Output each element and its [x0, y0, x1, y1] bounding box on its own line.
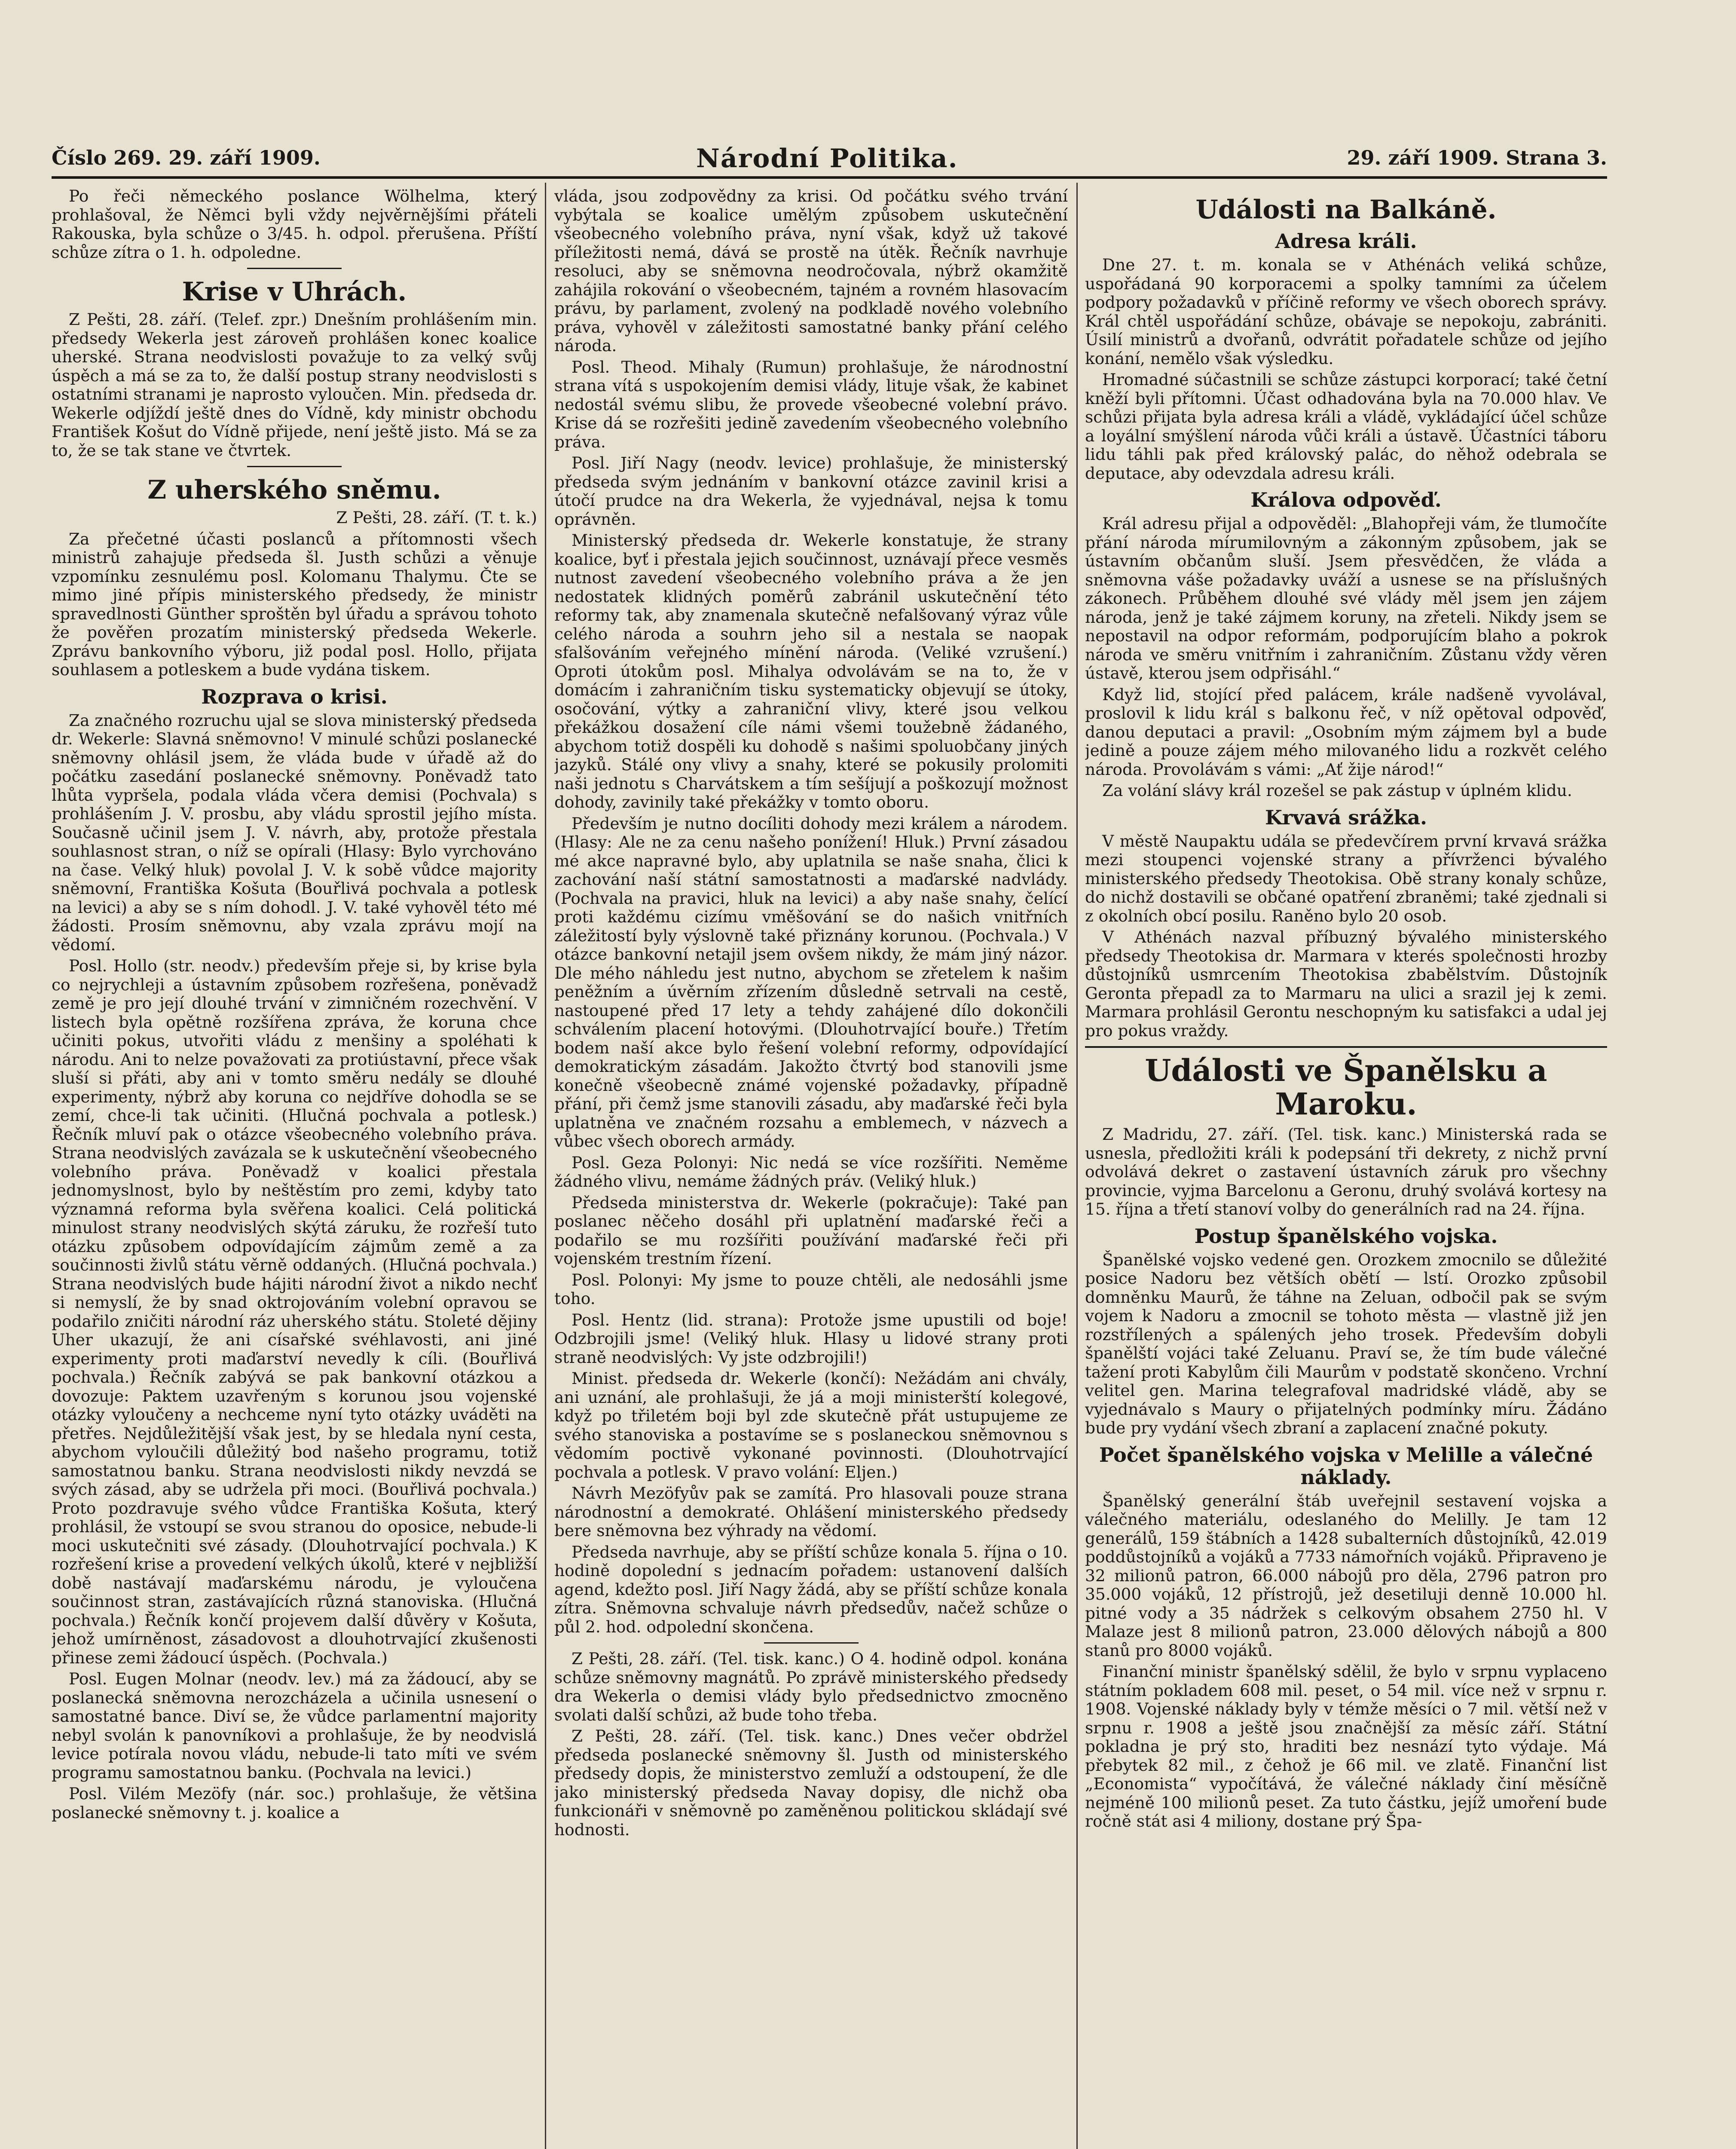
article-paragraph: Posl. Eugen Molnar (neodv. lev.) má za žádoucí, aby se poslanecká sněmovna nerozcházela a učinila usnesení o samostatné bance. Diví se, že vůdce parlamentní majority nebyl svolán k panovníkovi a prohlašuje, že by neodvislá levice potírala novou vládu, nebude-li tato míti ve svém programu samostatnou banku. (Pochvala na levici.) — [52, 1669, 537, 1782]
article-paragraph: Král adresu přijal a odpověděl: „Blahopřeji vám, že tlumočíte přání národa mírumilovným a zákonným způsobem, jak se ústavním občanům sluší. Jsem přesvědčen, že vláda a sněmovna váše požadavky uváží a usnese se na příslušných zákonech. Průběhem dlouhé své vlády měl jsem jen zájem národa, jenž je také zájmem koruny, na zřeteli. Nikdy jsem se nepostavil na odpor reformám, podporujícím blaho a pokrok národa ve směru vnitřním i zahraničním. Zůstanu vždy věren ústavě, kterou jsem odpřisáhl.“ — [1085, 514, 1607, 683]
column-3 — [1085, 187, 1607, 2149]
article-paragraph: Posl. Hollo (str. neodv.) především přeje si, by krise byla co nejrychleji a ústavním způsobem rozřešena, poněvadž země je pro její dlouhé trvání v zimničném rozechvění. V listech byla opětně rozšířena zpráva, že koruna chce učiniti pokus, utvořiti vládu z menšiny a spoléhati k národu. Ani to nelze považovati za protiústavní, přece však sluší si přáti, aby ani v tomto směru nedály se dlouhé experimenty, nýbrž aby koruna co nejdříve dohodla se se zemí, chce-li tak učiniti. (Hlučná pochvala a potlesk.) Řečník mluví pak o otázce všeobecného volebního práva. Strana neodvislých zavázala se k uskutečnění všeobecného volebního práva. Poněvadž v koalici přestala jednomyslnost, bylo by neštěstím pro zemi, kdyby tato významná reforma byla svěřena koalici. Celá politická minulost strany neodvislých skýtá záruku, že rozřeší tuto otázku způsobem odpovídajícím zájmům země a za součinnosti živlů státu věrně oddaných. (Hlučná pochvala.) Strana neodvislých bude hájiti národní život a nikdo nechť si nemyslí, že by snad oktrojováním volební opravou se podařilo zničiti národní ráz uherského státu. Stoleté dějiny Uher ukazují, že ani císařské svéhlavosti, ani jiné experimenty proti maďarství nevedly k cíli. (Bouřlivá pochvala.) Řečník zabývá se pak bankovní otázkou a dovozuje: Paktem uzavřeným s korunou jsou vojenské otázky vyloučeny a nechceme nyní tyto otázky uváděti na přetřes. Nejdůležitější však jest, by se hledala nyní cesta, abychom vyloučili důležitý bod našeho programu, totiž samostatnou banku. Strana neodvislosti nikdy nevzdá se svých zásad, aby se udržela při moci. (Bouřlivá pochvala.) Proto pozdravuje svého vůdce Františka Košuta, který prohlásil, že vstoupí se svou stranou do oposice, nebude-li moci uskutečniti své zásady. (Dlouhotrvající pochvala.) K rozřešení krise a provedení velkých úkolů, které v nejbližší době nastávají maďarskému národu, je vyloučena součinnost stran, zastávajících různá stanoviska. (Hlučná pochvala.) Řečník končí projevem další důvěry v Košuta, jehož umírněnost, zásadovost a dlouhotrvající zkušenosti přinese zemi žádoucí úspěch. (Pochvala.) — [52, 956, 537, 1667]
date-page: 29. září 1909. Strana 3. — [1347, 146, 1607, 169]
article-paragraph: Španělský generální štáb uveřejnil sestavení vojska a válečného materiálu, odeslaného do Melilly. Je tam 12 generálů, 159 štábních a 1428 subalterních důstojníků, 42.019 poddůstojníků a vojáků a 7733 námořních vojáků. Připraveno je 32 milionů patron, 66.000 nábojů pro děla, 2796 patron pro 35.000 vojáků, 12 přístrojů, jež desetiluji denně 10.000 hl. pitné vody a 35 nádržek s celkovým obsahem 2750 hl. V Malaze jest 8 milionů patron, 23.000 dělových nábojů a 800 stanů pro 8000 vojáků. — [1085, 1491, 1607, 1660]
issue-number: Číslo 269. 29. září 1909. — [52, 146, 321, 169]
article-title: Události na Balkáně. — [1195, 195, 1497, 225]
header-rule — [52, 176, 1607, 179]
column-1 — [52, 187, 537, 2149]
column-divider — [545, 183, 546, 2149]
article-paragraph: Hromadné súčastnili se schůze zástupci korporací; také četní kněží byli přítomni. Účast odhadována byla na 70.000 hlav. Ve schůzi přijata byla adresa králi a vládě, vykládající účel schůze a loyální smýšlení národa vůči králi a ústavě. Účastníci táboru lidu táhli pak před královský palác, do něhož odebrala se deputace, aby odevzdala adresu králi. — [1085, 370, 1607, 483]
section-rule — [1085, 1046, 1607, 1048]
article-paragraph: Posl. Vilém Mezöfy (nár. soc.) prohlašuje, že většina poslanecké sněmovny t. j. koalice a — [52, 1784, 537, 1822]
article-title: Krise v Uhrách. — [182, 277, 407, 307]
article-paragraph: Z Madridu, 27. září. (Tel. tisk. kanc.) Ministerská rada se usnesla, předložiti králi k podepsání tři dekrety, z nichž první odvolává dekret o zastavení ústavních záruk pro všechny provincie, vyjma Barcelonu a Geronu, druhý svolává kortesy na 15. října a třetí stanoví volby do generálních rad na 24. října. — [1085, 1125, 1607, 1218]
column-2 — [554, 187, 1068, 2149]
article-paragraph: Posl. Polonyi: My jsme to pouze chtěli, ale nedosáhli jsme toho. — [554, 1270, 1068, 1308]
article-paragraph: Španělské vojsko vedené gen. Orozkem zmocnilo se důležité posice Nadoru bez větších obětí — lstí. Orozko způsobil domněnku Maurů, že táhne na Zeluan, odbočil pak se svým vojem k Nadoru a zmocnil se tohoto města — vlastně již jen rozstřílených a spálených jeho trosek. Především dobyli španělští vojáci také Zeluanu. Praví se, že tím bude válečné tažení proti Kabylům čili Maurům v podstatě skončeno. Vrchní velitel gen. Marina telegrafoval madridské vládě, aby se vyjednávalo s Maury o přijatelných podmínky míru. Žádáno bude pry vydání všech zbraní a zaplacení značné pokuty. — [1085, 1250, 1607, 1437]
article-paragraph: Dne 27. t. m. konala se v Athénách veliká schůze, uspořádaná 90 korporacemi a spolky tamními za účelem podpory požadavků v příčině reformy ve všech oborech správy. Král chtěl uspořádání schůze, obávaje se nepokoju, zabrániti. Úsilí ministrů a dvořanů, odvrátit pořadatele schůze od jejího konání, nemělo však výsledku. — [1085, 255, 1607, 368]
article-paragraph: Z Pešti, 28. září. (Tel. tisk. kanc.) Dnes večer obdržel předseda poslanecké sněmovny šl. Justh od ministerského předsedy dopis, že ministerstvo zemluží a odstoupení, že dle jako ministerský předseda Navay dopisy, dle nichž oba funkcionáři v sněmovně po zaměněnou politickou skládají své hodnosti. — [554, 1727, 1068, 1839]
article-paragraph: V Athénách nazval příbuzný bývalého ministerského předsedy Theotokisa dr. Marmara v kterés společnosti hrozby důstojníků usmrcením Theotokisa zbabělstvím. Důstojník Geronta přepadl za to Marmaru na ulici a srazil jej k zemi. Marmara prohlásil Gerontu neschopným ku satisfakci a udal jej pro pokus vraždy. — [1085, 928, 1607, 1040]
article-paragraph: Z Pešti, 28. září. (Telef. zpr.) Dnešním prohlášením min. předsedy Wekerla jest zároveň prohlášen konec koalice uherské. Strana neodvislosti považuje to za velký svůj úspěch a má se za to, že další postup strany neodvislosti s ostatními stranami je naprosto vyloučen. Min. předseda dr. Wekerle odjíždí ještě dnes do Vídně, kdy ministr obchodu František Košut do Vídně přijede, není ještě jisto. Má se za to, že se tak stane ve čtvrtek. — [52, 310, 537, 460]
article-paragraph: Když lid, stojící před palácem, krále nadšeně vyvolával, proslovil k lidu král s balkonu řeč, v níž opětoval odpověď, danou deputaci a pravil: „Osobním mým zájmem byl a bude jedině a pouze zájem mého milovaného lidu a rozkvět celého národa. Provolávám s vámi: „Ať žije národ!“ — [1085, 685, 1607, 779]
article-title: Z uherského sněmu. — [147, 475, 441, 505]
section-title: Králova odpověď. — [1250, 488, 1442, 511]
article-paragraph: Předseda navrhuje, aby se příští schůze konala 5. října o 10. hodině dopolední s jednacím pořadem: ustanovení dalších agend, kdežto posl. Jiří Nagy žádá, aby se příští schůze konala zítra. Sněmovna schvaluje návrh předsedův, načež schůze o půl 2. hod. odpolední skončena. — [554, 1542, 1068, 1636]
article-paragraph: Finanční ministr španělský sdělil, že bylo v srpnu vyplaceno státním pokladem 608 mil. peset, o 54 mil. více než v srpnu r. 1908. Vojenské náklady byly v témže měsíci o 7 mil. větší než v srpnu r. 1908 a ještě jsou značnější za měsíc září. Státní pokladna je prý sto, hraditi bez nesnází tyto výdaje. Má přebytek 82 mil., z čehož je 66 mil. ve zlatě. Finanční list „Economista“ vypočítává, že válečné náklady činí měsíčně nejméně 100 milionů peset. Za tuto částku, jejíž umoření bude ročně stát asi 4 miliony, dostane prý Špa- — [1085, 1662, 1607, 1831]
section-title: Adresa králi. — [1275, 230, 1417, 253]
article-paragraph: Za přečetné účasti poslanců a přítomnosti všech ministrů zahajuje předseda šl. Justh schůzi a věnuje vzpomínku zesnulému posl. Kolomanu Thalymu. Čte se mimo jiné přípis ministerského předsedy, že ministr spravedlnosti Günther sproštěn byl úřadu a správou tohoto že pověřen prozatím ministerský předseda Wekerle. Zprávu bankovního výboru, již podal posl. Hollo, přijata souhlasem a potleskem a bude vydána tiskem. — [52, 529, 537, 679]
separator — [764, 1642, 859, 1644]
masthead: Národní Politika. — [696, 144, 958, 174]
article-paragraph: Za volání slávy král rozešel se pak zástup v úplném klidu. — [1102, 781, 1572, 800]
article-paragraph: Posl. Hentz (lid. strana): Protože jsme upustili od boje! Odzbrojili jsme! (Veliký hluk. Hlasy u lidové strany proti straně neodvislých: Vy jste odzbrojili!) — [554, 1310, 1068, 1367]
separator — [247, 268, 342, 269]
article-paragraph: Posl. Geza Polonyi: Nic nedá se více rozšířiti. Neměme žádného vlivu, nemáme žádných práv. (Veliký hluk.) — [554, 1153, 1068, 1191]
article-paragraph: Návrh Mezöfyův pak se zamítá. Pro hlasovali pouze strana národnostní a demokraté. Ohlášení ministerského předsedy bere sněmovna bez výhrady na vědomí. — [554, 1484, 1068, 1540]
separator — [247, 466, 342, 467]
dateline: Z Pešti, 28. září. (T. t. k.) — [336, 508, 537, 527]
article-paragraph: vláda, jsou zodpovědny za krisi. Od počátku svého trvání vybýtala se koalice umělým způsobem uskutečnění všeobecného volebního práva, nyní však, když už takové příležitosti nemá, dává se prostě na útěk. Řečník navrhuje resoluci, aby se sněmovna neodročovala, nýbrž okamžitě zahájila rokování o všeobecném, tajném a rovném hlasovacím právu, by parlament, zvolený na podkladě nového volebního práva, vyhověl v záležitosti samostatné banky přání celého národa. — [554, 187, 1068, 355]
section-title: Rozprava o krisi. — [201, 685, 388, 708]
article-paragraph: Především je nutno docíliti dohody mezi králem a národem. (Hlasy: Ale ne za cenu našeho ponížení! Hluk.) První zásadou mé akce napravné bylo, aby uplatnila se naše snaha, člici k zachování naší státní samostatnosti a maďarské nadvlády. (Pochvala na pravici, hluk na levici) a aby naše snahy, čelící proti každému cizímu vměšování se do našich vnitřních záležitostí byly výslovně také přiznány korunou. (Pochvala.) V otázce bankovní netajil jsem ovšem nikdy, že mám jiný názor. Dle mého náhledu jest nutno, abychom se zřetelem k našim peněžním a úvěrním zřízením důsledně setrvali na cestě, nastoupené před 17 lety a tehdy zahájené dílo dokončili schválením placení hotovými. (Dlouhotrvající bouře.) Třetím bodem naší akce bylo řešení volební reformy, odpovídající demokratickým zásadám. Jakožto čtvrtý bod stanovili jsme konečně všeobecně známé vojenské požadavky, případně přání, při čemž jsme stanovili zásadu, aby maďarské řeči byla uplatněna ve značném rozsahu a emblemech, v názvech a vůbec všech oborech armády. — [554, 814, 1068, 1151]
article-paragraph: Předseda ministerstva dr. Wekerle (pokračuje): Také pan poslanec něčeho dosáhl při uplatnění maďarské řeči a podařilo se mu rozšířiti používání maďarské řeči při vojenském trestním řízení. — [554, 1193, 1068, 1268]
article-paragraph: Za značného rozruchu ujal se slova ministerský předseda dr. Wekerle: Slavná sněmovno! V minulé schůzi poslanecké sněmovny ohlásil jsem, že vláda bude v úřadě až do počátku zasedání poslanecké sněmovny. Poněvadž tato lhůta vypršela, podala vláda včera demisi (Pochvala) s prohlášením J. V. prosbu, aby vládu sprostil jejího místa. Současně učinil jsem J. V. návrh, aby, protože přestala souhlasnost stran, o níž se opírali (Hlasy: Bylo vyrchováno na čase. Velký hluk) povolal J. V. k sobě vůdce majority sněmovní, Františka Košuta (Bouřlivá pochvala a potlesk na levici) a aby se s ním dohodl. J. V. také vyhověl této mé žádosti. Prosím sněmovnu, aby vzala zprávu mojí na vědomí. — [52, 710, 537, 954]
article-paragraph: Minist. předseda dr. Wekerle (končí): Nežádám ani chvály, ani uznání, ale prohlašuji, že já a moji ministerští kolegové, když po třiletém boji byl zde skutečně přát ustupujeme ze svého stanoviska a postavíme se s poslaneckou sněmovnou s vědomím poctivě vykonané povinnosti. (Dlouhotrvající pochvala a potlesk. V pravo volání: Eljen.) — [554, 1369, 1068, 1482]
article-paragraph: Ministerský předseda dr. Wekerle konstatuje, že strany koalice, byť i přestala jejich součinnost, uznávají přece vesměs nutnost zavedení všeobecného volebního práva a že jen nedostatek klidných poměrů zabránil uskutečnění této reformy tak, aby znamenala skutečně nefalšovaný výraz vůle celého národa a souhrn jeho sil a nestala se naopak sfalšováním veřejného mínění národa. (Veliké vzrušení.) Oproti útokům posl. Mihalya odvolávám se na to, že v domácím i zahraničním tisku systematicky objevují se útoky, osočování, výtky a zahraniční vlivy, které jsou velkou překážkou dosažení cíle námi všemi toužebně žádaného, abychom totiž dospěli ku dohodě s našimi spoluobčany jiných jazyků. Stálé ony vlivy a snahy, které se pokusily prolomiti naši jednotu s Charvátskem a tím sešíjují a poškozují možnost dohody, zavinily také překážky v tomto oboru. — [554, 531, 1068, 811]
page-header — [52, 146, 1607, 185]
article-paragraph: Z Pešti, 28. září. (Tel. tisk. kanc.) O 4. hodině odpol. konána schůze sněmovny magnátů. Po zprávě ministerského předsedy dra Wekerla o demisi vlády bylo předsednictvo zmocněno svolati další schůzi, až bude toho třeba. — [554, 1649, 1068, 1724]
article-title: Události ve Španělsku a Maroku. — [1145, 1053, 1547, 1122]
section-title: Krvavá srážka. — [1265, 805, 1427, 829]
section-title: Postup španělského vojska. — [1194, 1224, 1498, 1248]
article-paragraph: V městě Naupaktu udála se předevčírem první krvavá srážka mezi stoupenci vojenské strany a přívrženci bývalého ministerského předsedy Theotokisa. Obě strany konaly schůze, do nichž dostavili se občané opatření zbraněmi; také zjednali si z okolních obcí posilu. Raněno bylo 20 osob. — [1085, 831, 1607, 925]
article-paragraph: Posl. Theod. Mihaly (Rumun) prohlašuje, že národnostní strana vítá s uspokojením demisi vlády, lituje však, že kabinet nedostál svému slibu, že provede všeobecné volební právo. Krise dá se rozřešiti jedině zavedením všeobecného volebního práva. — [554, 357, 1068, 451]
section-title: Počet španělského vojska v Melille a válečné náklady. — [1099, 1443, 1593, 1489]
article-paragraph: Posl. Jiří Nagy (neodv. levice) prohlašuje, že ministerský předseda svým jednáním v bankovní otázce zavinil krisi a útočí prudce na dra Wekerla, že vyjednával, nejsa k tomu oprávněn. — [554, 453, 1068, 529]
column-divider — [1076, 183, 1078, 2149]
article-paragraph: Po řeči německého poslance Wölhelma, který prohlašoval, že Němci byli vždy nejvěrnějšími přáteli Rakouska, byla schůze o 3/45. h. odpol. přerušena. Příští schůze zítra o 1. h. odpoledne. — [52, 187, 537, 262]
